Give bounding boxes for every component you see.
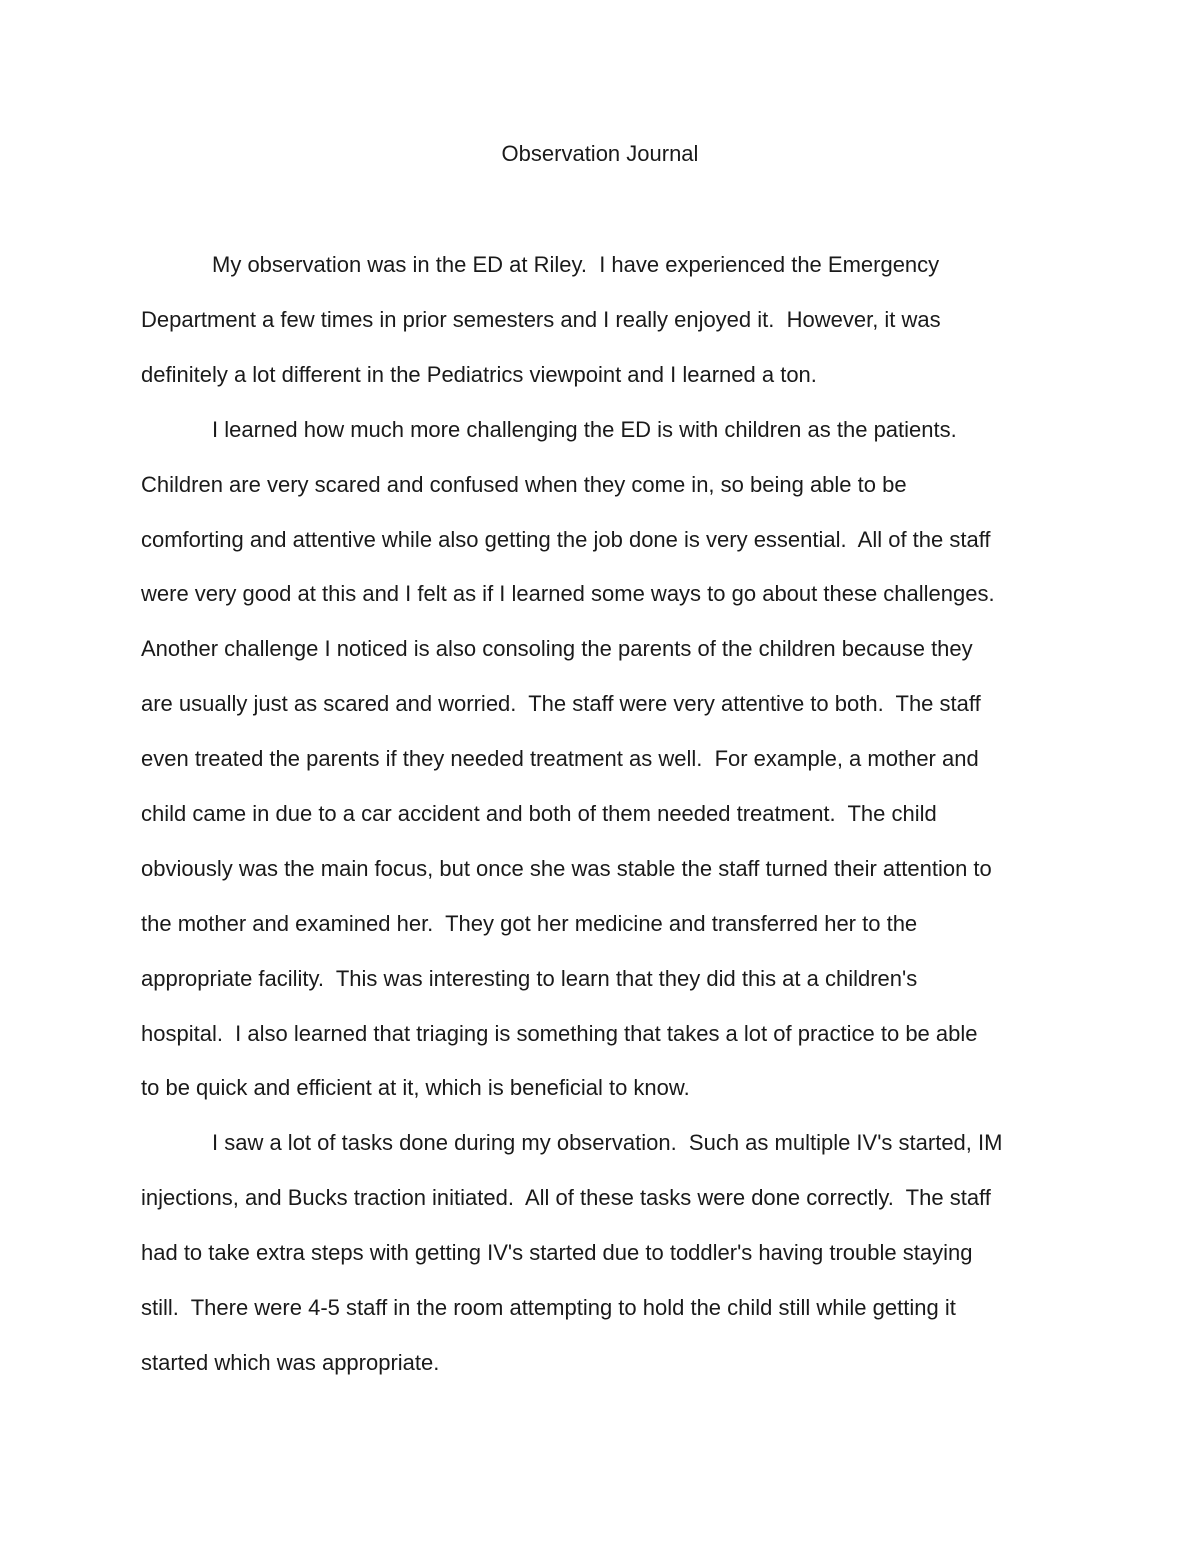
- body-line: I learned how much more challenging the ED is with children as the patients.: [212, 417, 957, 442]
- body-line: the mother and examined her. They got her medicine and transferred her to the: [141, 911, 918, 936]
- body-line: Children are very scared and confused when they come in, so being able to be: [141, 472, 907, 497]
- body-line: My observation was in the ED at Riley. I have experienced the Emergency: [212, 252, 940, 277]
- body-line: appropriate facility. This was interesting to learn that they did this at a children's: [141, 966, 918, 991]
- body-line: still. There were 4-5 staff in the room attempting to hold the child still while getting it: [141, 1295, 956, 1320]
- body-line: injections, and Bucks traction initiated. All of these tasks were done correctly. The staff: [141, 1185, 991, 1210]
- body-line: were very good at this and I felt as if I learned some ways to go about these challenges.: [141, 581, 995, 606]
- body-line: definitely a lot different in the Pediatrics viewpoint and I learned a ton.: [141, 362, 817, 387]
- body-line: are usually just as scared and worried. The staff were very attentive to both. The staff: [141, 691, 981, 716]
- document-title: Observation Journal: [501, 141, 699, 166]
- body-line: child came in due to a car accident and both of them needed treatment. The child: [141, 801, 937, 826]
- body-line: comforting and attentive while also getting the job done is very essential. All of the staff: [141, 527, 991, 552]
- body-line: to be quick and efficient at it, which is beneficial to know.: [141, 1075, 690, 1100]
- body-line: started which was appropriate.: [141, 1350, 440, 1375]
- body-line: I saw a lot of tasks done during my observation. Such as multiple IV's started, IM: [212, 1130, 1003, 1155]
- body-line: Another challenge I noticed is also consoling the parents of the children because they: [141, 636, 973, 661]
- body-line: even treated the parents if they needed treatment as well. For example, a mother and: [141, 746, 979, 771]
- body-line: had to take extra steps with getting IV's started due to toddler's having trouble staying: [141, 1240, 973, 1265]
- body-line: obviously was the main focus, but once she was stable the staff turned their attention to: [141, 856, 992, 881]
- body-line: Department a few times in prior semesters and I really enjoyed it. However, it was: [141, 307, 941, 332]
- body-line: hospital. I also learned that triaging is something that takes a lot of practice to be able: [141, 1021, 978, 1046]
